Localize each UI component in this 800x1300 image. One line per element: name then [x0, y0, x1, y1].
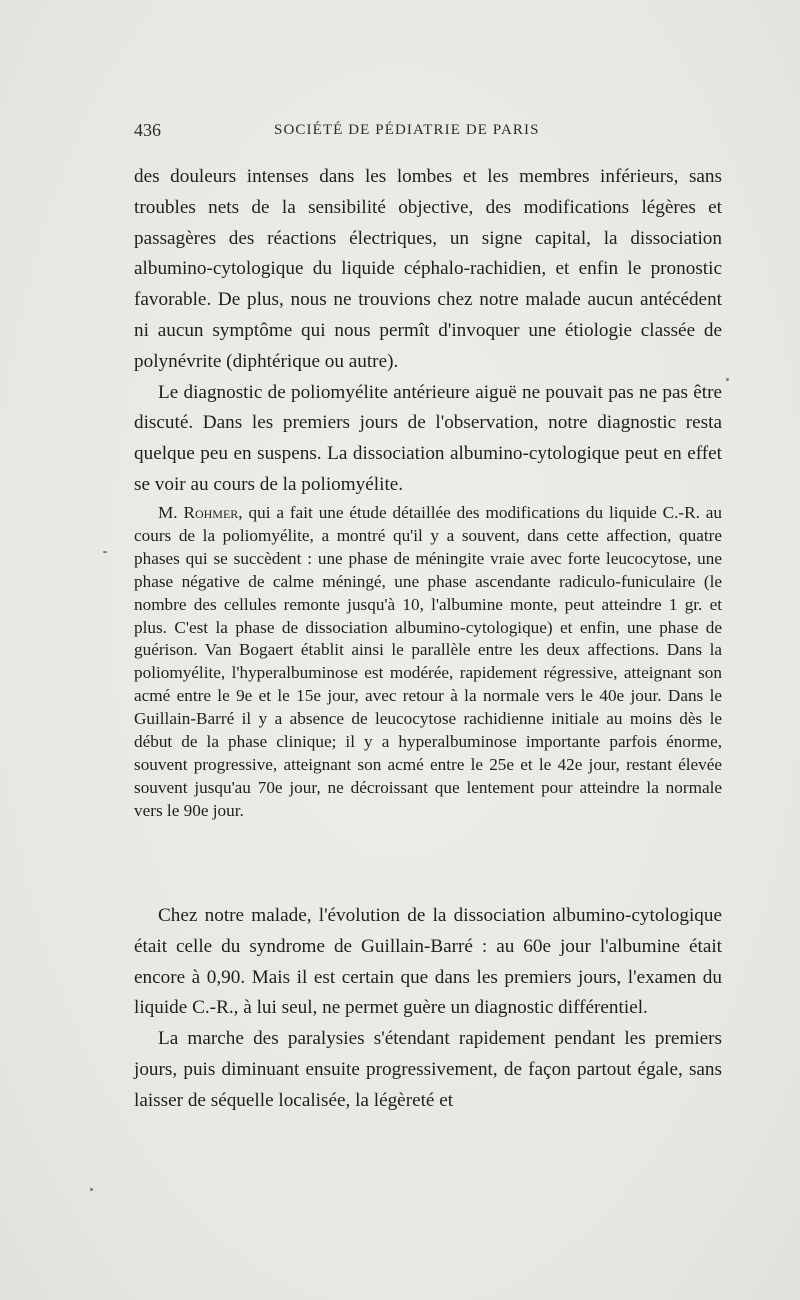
scan-speck	[103, 551, 107, 553]
page-header	[134, 120, 722, 142]
paragraph-5: La marche des paralysies s'étendant rapidement pendant les premiers jours, puis diminuant ensuite progressivement, de façon partout égale, sans laisser de séquelle localisée, la légèreté et	[134, 1028, 722, 1111]
paragraph-2: Le diagnostic de poliomyélite antérieure aiguë ne pouvait pas ne pas être discuté. Dans les premiers jours de l'observation, notre diagnostic resta quelque peu en suspens. La dissociation albumino-cytologique peut en effet se voir au cours de la poliomyélite.	[134, 381, 722, 495]
author-name: M. Rohmer,	[158, 503, 243, 522]
scan-speck	[726, 378, 729, 381]
body-block-3	[134, 901, 722, 1117]
paragraph-4: Chez notre malade, l'évolution de la dissociation albumino-cytologique était celle du syndrome de Guillain-Barré : au 60e jour l'albumine était encore à 0,90. Mais il est certain que dans les premiers jours, l'examen du liquide C.-R., à lui seul, ne permet guère un diagnostic différentiel.	[134, 905, 722, 1019]
page-number: 436	[134, 120, 161, 140]
scan-speck	[90, 1188, 93, 1191]
body-block-2	[134, 502, 722, 823]
body-block-1	[134, 162, 722, 501]
running-title: SOCIÉTÉ DE PÉDIATRIE DE PARIS	[274, 122, 540, 138]
paragraph-3-text: qui a fait une étude détaillée des modifications du liquide C.-R. au cours de la poliomyélite, a montré qu'il y a souvent, dans cette affection, quatre phases qui se succèdent : une phase de méningite vraie avec forte leucocytose, une phase négative de calme méningé, une phase ascendante radiculo-funiculaire (le nombre des cellules remonte jusqu'à 10, l'albumine monte, peut atteindre 1 gr. et plus. C'est la phase de dissociation albumino-cytologique) et enfin, une phase de guérison. Van Bogaert établit ainsi le parallèle entre les deux affections. Dans la poliomyélite, l'hyperalbuminose est modérée, rapidement régressive, atteignant son acmé entre le 9e et le 15e jour, avec retour à la normale vers le 40e jour. Dans le Guillain-Barré il y a absence de leucocytose rachidienne initiale au moins dès le début de la phase clinique; il y a hyperalbuminose importante parfois énorme, souvent progressive, atteignant son acmé entre le 25e et le 42e jour, restant élevée souvent jusqu'au 70e jour, ne décroissant que lentement pour atteindre la normale vers le 90e jour.	[134, 503, 722, 820]
paragraph-3	[134, 502, 722, 823]
paragraph-1: des douleurs intenses dans les lombes et les membres inférieurs, sans troubles nets de la sensibilité objective, des modifications légères et passagères des réactions électriques, un signe capital, la dissociation albumino-cytologique du liquide céphalo-rachidien, et enfin le pronostic favorable. De plus, nous ne trouvions chez notre malade aucun antécédent ni aucun symptôme qui nous permît d'invoquer une étiologie classée de polynévrite (diphtérique ou autre).	[134, 166, 722, 372]
